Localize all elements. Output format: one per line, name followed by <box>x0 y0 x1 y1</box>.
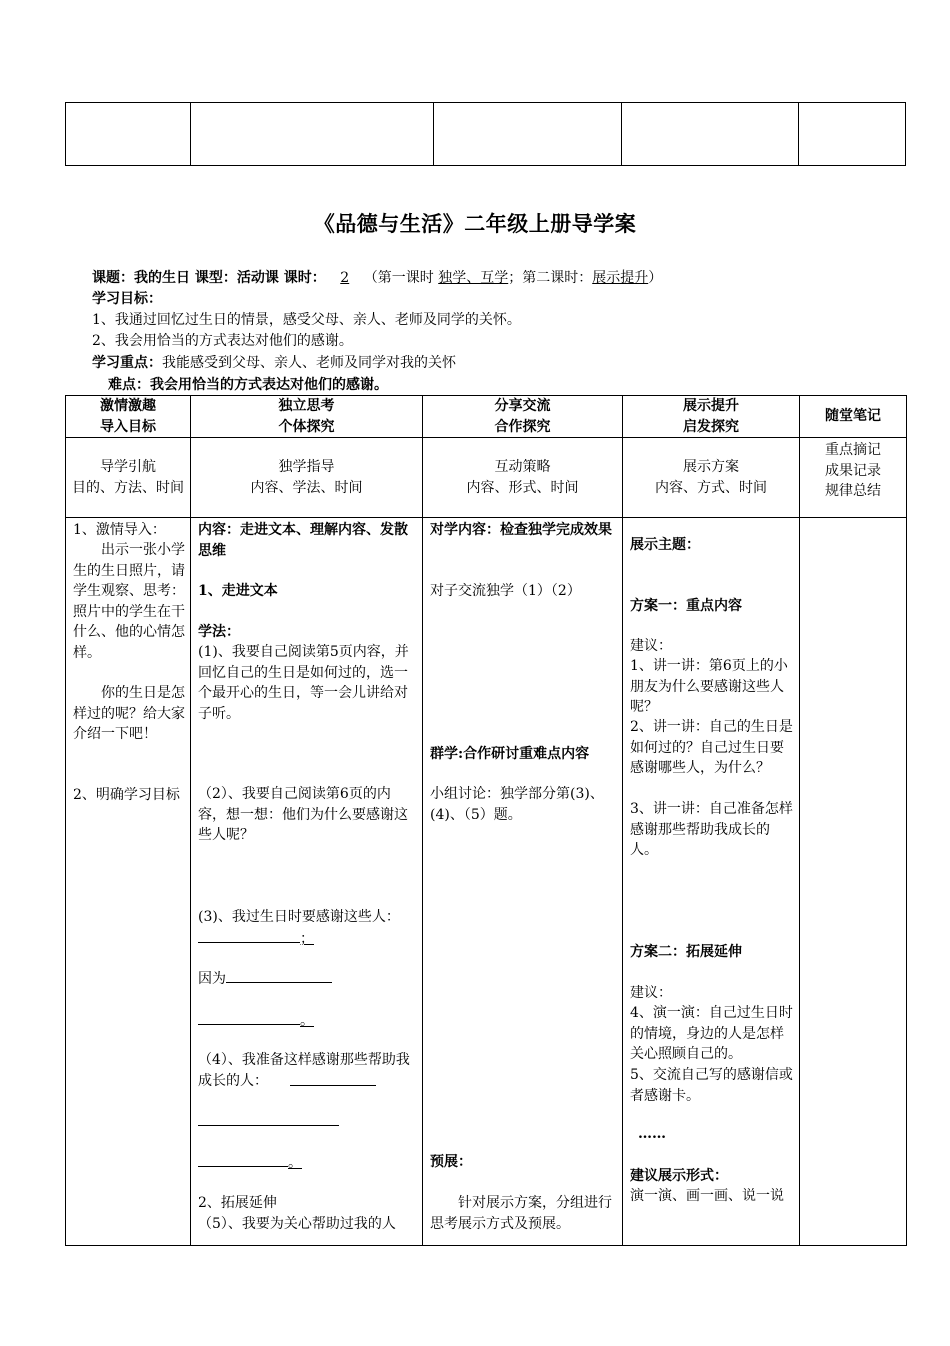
answer-blank-line <box>198 927 417 950</box>
header-line: 分享交流 <box>494 398 551 414</box>
forms-text: 演一演、画一画、说一说 <box>630 1188 784 1204</box>
advice2-label: 建议： <box>630 985 672 1001</box>
learning-goal: 2、明确学习目标 <box>73 787 180 803</box>
objective-2: 2、我会用恰当的方式表达对他们的感谢。 <box>92 333 353 349</box>
plan-point-2: 2、讲一讲：自己的生日是如何过的？自己过生日要感谢哪些人，为什么？ <box>630 719 793 776</box>
subheader-line: 互动策略 <box>494 459 551 475</box>
header-line: 展示提升 <box>683 398 739 414</box>
subheader-cell <box>423 438 623 518</box>
lesson-table <box>65 395 907 1246</box>
plan-point-5: 5、交流自己写的感谢信或者感谢卡。 <box>630 1067 793 1104</box>
plan1-title: 方案一：重点内容 <box>630 598 742 614</box>
subheader-line: 目的、方法、时间 <box>72 479 184 496</box>
group-title: 群学:合作研讨重难点内容 <box>430 746 590 762</box>
fill-blank[interactable] <box>198 927 300 943</box>
subheader-line: 导学引航 <box>100 459 156 475</box>
step1-title: 1、走进文本 <box>198 583 278 599</box>
answer-blank-line <box>290 1070 417 1093</box>
period: 。 <box>300 1013 314 1029</box>
because-line <box>198 967 417 990</box>
schedule-open: （第一课时 <box>363 270 439 286</box>
subheader-line: 内容、形式、时间 <box>466 479 579 496</box>
content-title: 内容：走进文本、理解内容、发散思维 <box>198 522 408 559</box>
fill-blank[interactable] <box>226 967 332 983</box>
semicolon: ； <box>300 931 314 947</box>
header-line: 独立思考 <box>278 398 335 414</box>
hours-value: 2 <box>340 270 350 286</box>
empty-cell <box>799 103 906 166</box>
fill-blank[interactable] <box>198 1009 300 1025</box>
header-line: 激情激趣 <box>100 398 156 414</box>
answer-blank-line <box>198 1009 417 1032</box>
presentation-column <box>623 518 800 1246</box>
empty-cell <box>66 103 191 166</box>
intro-text: 出示一张小学生的生日照片，请学生观察、思考：照片中的学生在干什么、他的心情怎样。 <box>73 542 185 661</box>
subheader-line: 内容、学法、时间 <box>250 479 363 496</box>
schedule-close: ） <box>648 270 663 286</box>
forms-title: 建议展示形式： <box>630 1168 728 1184</box>
notes-column[interactable] <box>800 518 907 1246</box>
header-cell <box>423 396 623 438</box>
study-item-3: (3)、我过生日时要感谢这些人： <box>198 909 400 925</box>
preview-title: 预展： <box>430 1154 472 1170</box>
period: 。 <box>288 1155 302 1171</box>
type-label: 课型： <box>190 270 237 286</box>
schedule-mid: ；第二课时： <box>508 270 593 286</box>
header-line: 启发探究 <box>683 418 739 435</box>
objective-1: 1、我通过回忆过生日的情景，感受父母、亲人、老师及同学的关怀。 <box>92 312 521 328</box>
plan-point-3: 3、讲一讲：自己准备怎样感谢那些帮助我成长的人。 <box>630 801 793 858</box>
subheader-cell <box>800 438 907 518</box>
step2-title: 2、拓展延伸 <box>198 1195 277 1211</box>
intro-question: 你的生日是怎样过的呢？给大家介绍一下吧！ <box>73 685 185 742</box>
header-cell <box>66 396 191 438</box>
header-cell <box>623 396 800 438</box>
table-body-row <box>66 518 907 1246</box>
empty-cell <box>622 103 799 166</box>
subheader-cell <box>623 438 800 518</box>
subheader-line: 成果记录 <box>825 462 881 479</box>
answer-blank-line <box>198 1151 417 1174</box>
header-line: 个体探究 <box>278 418 335 435</box>
objectives-label: 学习目标： <box>92 291 162 307</box>
key-label: 学习重点： <box>92 355 162 371</box>
subheader-cell <box>66 438 191 518</box>
study-item-1: (1)、我要自己阅读第5页内容，并回忆自己的生日是如何过的，选一个最开心的生日，等一会儿讲给对子听。 <box>198 644 409 722</box>
second-session: 展示提升 <box>592 270 649 286</box>
subheader-line: 展示方案 <box>683 459 739 475</box>
preview-text: 针对展示方案，分组进行思考展示方式及预展。 <box>430 1195 612 1232</box>
lesson-value: 我的生日 <box>134 270 190 286</box>
self-study-column <box>191 518 423 1246</box>
answer-blank-line <box>198 1110 417 1133</box>
group-text: 小组讨论：独学部分第(3)、(4)、（5）题。 <box>430 786 604 823</box>
interaction-column <box>423 518 623 1246</box>
plan-point-1: 1、讲一讲：第6页上的小朋友为什么要感谢这些人呢？ <box>630 658 788 715</box>
table-header-row <box>66 396 907 438</box>
because-label: 因为 <box>198 971 226 987</box>
method-label: 学法： <box>198 624 240 640</box>
key-point-line <box>92 353 456 374</box>
header-line: 导入目标 <box>100 418 156 435</box>
hours-label: 课时： <box>278 270 326 286</box>
ellipsis: …… <box>638 1126 666 1142</box>
empty-cell <box>434 103 622 166</box>
lesson-label: 课题： <box>92 270 134 286</box>
header-line: 合作探究 <box>494 418 551 435</box>
subheader-line: 重点摘记 <box>825 442 881 458</box>
fill-blank[interactable] <box>198 1110 339 1126</box>
guide-column <box>66 518 191 1246</box>
table-subheader-row <box>66 438 907 518</box>
difficulty-line: 难点：我会用恰当的方式表达对他们的感谢。 <box>108 377 388 393</box>
header-cell <box>191 396 423 438</box>
plan-point-4: 4、演一演：自己过生日时的情境，身边的人是怎样关心照顾自己的。 <box>630 1005 793 1062</box>
advice1-label: 建议： <box>630 638 672 654</box>
study-item-2: （2）、我要自己阅读第6页的内容，想一想：他们为什么要感谢这些人呢？ <box>198 786 408 843</box>
empty-cell <box>191 103 434 166</box>
top-empty-table <box>65 102 906 166</box>
subheader-line: 独学指导 <box>278 459 335 475</box>
theme-title: 展示主题： <box>630 537 700 553</box>
lesson-info-line <box>92 268 662 289</box>
key-value: 我能感受到父母、亲人、老师及同学对我的关怀 <box>162 355 456 371</box>
subheader-cell <box>191 438 423 518</box>
document-title: 《品德与生活》二年级上册导学案 <box>313 211 637 236</box>
study-item-4: （4）、我准备这样感谢那些帮助我成长的人： <box>198 1052 410 1089</box>
fill-blank[interactable] <box>198 1151 288 1167</box>
intro-title: 1、激情导入： <box>73 522 166 538</box>
subheader-line: 规律总结 <box>825 483 881 499</box>
first-session: 独学、互学 <box>438 270 509 286</box>
plan2-title: 方案二：拓展延伸 <box>630 944 742 960</box>
type-value: 活动课 <box>236 270 279 286</box>
pair-text: 对子交流独学（1）（2） <box>430 583 581 599</box>
header-cell <box>800 396 907 438</box>
study-item-5: （5）、我要为关心帮助过我的人 <box>198 1216 396 1232</box>
header-line: 随堂笔记 <box>825 408 881 425</box>
pair-title: 对学内容：检查独学完成效果 <box>430 522 612 538</box>
subheader-line: 内容、方式、时间 <box>655 479 767 496</box>
fill-blank[interactable] <box>290 1070 376 1086</box>
